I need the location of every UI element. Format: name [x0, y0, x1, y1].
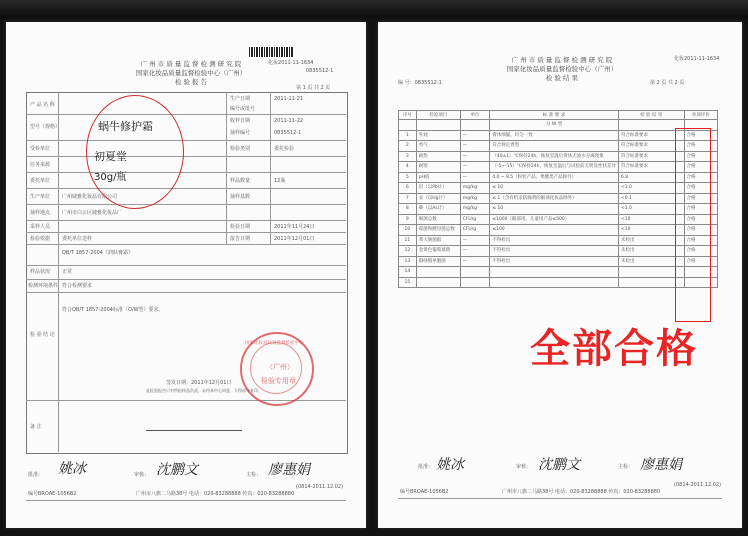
- cell-item: 砷（以As计）: [416, 204, 460, 215]
- table-row: [399, 193, 718, 204]
- report-sub-number: 0835512-1: [306, 68, 334, 74]
- label-inspector: 主检：: [246, 472, 262, 478]
- col-header-no: 序号: [399, 111, 417, 120]
- page-info: 第 1 页 共 2 页: [296, 85, 331, 91]
- cell-no: 7: [399, 193, 417, 204]
- cell-result: 未检出: [618, 235, 684, 246]
- value-standard: QB/T 1857-2004《润肤膏霜》: [62, 250, 133, 256]
- cell-evaluation: 合格: [684, 214, 717, 225]
- cell-item: 金黄色葡萄球菌: [416, 246, 460, 257]
- label-sample-quantity: 样品数量: [230, 178, 251, 184]
- label-inspected-unit: 受检单位: [30, 146, 51, 152]
- label-manufacturer: 生产单位: [30, 194, 51, 200]
- cell-result: 符合标准要求: [618, 151, 684, 162]
- signature-inspector: 廖惠娟: [268, 462, 310, 478]
- center-title: 国家化妆品质量监督检验中心（广州）: [135, 69, 247, 77]
- value-inspection-type: 委托检验: [274, 146, 295, 152]
- cell-result: 符合标准要求: [618, 141, 684, 152]
- col-header-item: 检验项目: [416, 111, 460, 120]
- label-receipt-date: 收样日期: [230, 118, 251, 124]
- cell-no: 8: [399, 204, 417, 215]
- label-report-date: 报告日期: [230, 236, 251, 242]
- label-batch-no: 编号或批号: [230, 106, 256, 112]
- table-row: [399, 204, 718, 215]
- cell-standard: ≤1000（眼部用、儿童用产品≤500）: [490, 214, 619, 225]
- report-number-right: 化妆2011-11-1634: [674, 56, 720, 62]
- inspection-report-page-2: [378, 22, 742, 528]
- cell-result: 未检出: [618, 246, 684, 257]
- cell-item: 霉菌和酵母菌总数: [416, 225, 460, 236]
- table-row: [399, 267, 718, 278]
- label-sampler: 采样人员: [30, 224, 51, 230]
- center-title-right: 国家化妆品质量监督检验中心（广州）: [506, 65, 618, 73]
- table-row: [399, 277, 718, 288]
- col-header-unit: 单位: [460, 111, 490, 120]
- inspection-report-page-1: [6, 22, 366, 528]
- value-sample-no: 0835512-1: [274, 130, 302, 136]
- report-code: 编 号：0835512-1: [398, 80, 442, 86]
- cell-standard: [490, 277, 619, 288]
- cell-standard: 不得检出: [490, 246, 619, 257]
- value-client: 广州婕雅化妆品有限公司: [62, 194, 118, 200]
- value-report-date: 2011年12月01日: [274, 236, 315, 242]
- cell-unit: CFU/g: [460, 214, 490, 225]
- cell-no: 12: [399, 246, 417, 257]
- value-conclusion: 符合QB/T 1857-2004标准（O/W型）要求。: [62, 307, 164, 313]
- seal-text-purpose: 检验专用章: [261, 377, 296, 385]
- col-header-result: 检 验 结 果: [618, 111, 684, 120]
- value-production-date: 2011-11-21: [274, 96, 304, 102]
- cell-no: 10: [399, 225, 417, 236]
- signature-approve: 姚冰: [58, 461, 86, 477]
- label-client: 委托单位: [30, 178, 51, 184]
- footer-code-right: 编号BROAE-1056B2: [400, 489, 449, 495]
- label-production-date: 生产日期: [230, 96, 251, 102]
- label-environment: 检测环境条件: [28, 283, 59, 289]
- official-seal: [240, 332, 314, 406]
- cell-item: 铅（以Pb计）: [416, 183, 460, 194]
- cell-unit: —: [460, 256, 490, 267]
- cell-item: 粪大肠菌群: [416, 235, 460, 246]
- value-inspection-date: 2011年11月24日: [274, 224, 315, 230]
- cell-evaluation: 合格: [684, 141, 717, 152]
- cell-unit: —: [460, 130, 490, 141]
- table-row: [399, 141, 718, 152]
- label-sample-no: 抽样编号: [230, 130, 251, 136]
- cell-standard: 不得检出: [490, 235, 619, 246]
- label-task-source: 任务来源: [30, 162, 51, 168]
- value-environment: 符合检测要求: [62, 283, 93, 289]
- cell-evaluation: 合格: [684, 162, 717, 173]
- cell-unit: —: [460, 246, 490, 257]
- cell-standard: ≤ 1（含有机汞防腐剂的眼部化妆品除外）: [490, 193, 619, 204]
- cell-standard: （40±1）℃保持24h，恢复室温后膏体无油水分离现象: [490, 151, 619, 162]
- table-row: [399, 214, 718, 225]
- cell-unit: —: [460, 162, 490, 173]
- overlay-brand: 初夏堂: [94, 150, 127, 163]
- table-row: [399, 151, 718, 162]
- table-row: [399, 246, 718, 257]
- cell-unit: —: [460, 235, 490, 246]
- label-model: 型号（规格）: [30, 124, 61, 130]
- cell-evaluation: 合格: [684, 151, 717, 162]
- cell-standard: 符合规定香型: [490, 141, 619, 152]
- cell-no: 2: [399, 141, 417, 152]
- cell-evaluation: 合格: [684, 204, 717, 215]
- cell-standard: 膏体细腻，均匀一致: [490, 130, 619, 141]
- cell-result: <1.0: [618, 183, 684, 194]
- cell-evaluation: 合格: [684, 193, 717, 204]
- cell-standard: 不得检出: [490, 256, 619, 267]
- footer-address-right: 广州市八旗二马路38号 电话：020-83288888 传真：020-83288880: [502, 489, 661, 495]
- cell-no: 13: [399, 256, 417, 267]
- cell-item: 耐热: [416, 151, 460, 162]
- value-receipt-date: 2011-11-22: [274, 118, 304, 124]
- cell-result: <1.0: [618, 204, 684, 215]
- cell-item: pH值: [416, 172, 460, 183]
- cell-no: 4: [399, 162, 417, 173]
- footer-address: 广州市八旗二马路38号 电话：020-83288888 传真：020-83288880: [136, 491, 295, 497]
- value-manufacturer: 广州市白云区婕雅化妆品厂: [62, 210, 123, 216]
- value-sample-condition: 正常: [62, 269, 73, 275]
- results-heading: 检 验 结 果: [545, 74, 579, 82]
- footer-version: (0814-2011.12.02): [296, 484, 344, 490]
- cell-no: 11: [399, 235, 417, 246]
- cell-item: 铜绿假单胞菌: [416, 256, 460, 267]
- cell-evaluation: 合格: [684, 130, 717, 141]
- report-heading: 检 验 报 告: [174, 78, 208, 86]
- cell-standard: ≤ 10: [490, 183, 619, 194]
- page-info-right: 第 2 页 共 2 页: [650, 80, 685, 86]
- pass-column-highlight: [675, 128, 711, 322]
- value-sampler: 委托单位送样: [62, 236, 93, 242]
- cell-result: <10: [618, 225, 684, 236]
- cell-standard: [490, 267, 619, 278]
- footer-version-right: (0814-2011.12.02): [674, 482, 722, 488]
- table-row: [399, 172, 718, 183]
- cell-unit: —: [460, 141, 490, 152]
- cell-item: 耐寒: [416, 162, 460, 173]
- cell-no: 6: [399, 183, 417, 194]
- seal-text-arc: 国家化妆品质量监督检验中心: [245, 341, 304, 346]
- table-row: [399, 183, 718, 194]
- cell-no: 1: [399, 130, 417, 141]
- cell-unit: [460, 277, 490, 288]
- cell-item: 外观: [416, 130, 460, 141]
- table-subheader-row: [399, 120, 718, 131]
- cell-no: 3: [399, 151, 417, 162]
- all-pass-label: 全部合格: [530, 326, 698, 372]
- institute-title-right: 广 州 市 质 量 监 督 检 测 研 究 院: [511, 56, 613, 64]
- cell-result: <10: [618, 214, 684, 225]
- signature-review: 沈鹏文: [156, 462, 198, 478]
- label-review: 审核：: [134, 472, 150, 478]
- label-sampling-site: 抽样地点: [30, 210, 51, 216]
- label-basis: 检验依据: [30, 236, 51, 242]
- cell-result: 符合标准要求: [618, 162, 684, 173]
- cell-unit: —: [460, 151, 490, 162]
- table-row: [399, 130, 718, 141]
- col-header-standard: 标 准 要 求: [490, 111, 619, 120]
- label-conclusion: 检 验 结 论: [30, 332, 55, 338]
- cell-no: 9: [399, 214, 417, 225]
- cell-evaluation: 合格: [684, 246, 717, 257]
- cell-result: 6.8: [618, 172, 684, 183]
- cell-evaluation: 合格: [684, 183, 717, 194]
- cell-evaluation: 合格: [684, 225, 717, 236]
- label-inspector-right: 主检：: [618, 464, 634, 470]
- cell-standard: ≤100: [490, 225, 619, 236]
- label-inspection-date: 检验日期: [230, 224, 251, 230]
- issue-date-note: 签发日期：2011年12月01日: [166, 380, 232, 386]
- cell-unit: [460, 267, 490, 278]
- cell-item: 细菌总数: [416, 214, 460, 225]
- cell-item: [416, 277, 460, 288]
- value-sample-quantity: 12瓶: [274, 178, 286, 184]
- table-row: [399, 256, 718, 267]
- label-review-right: 审核：: [516, 464, 532, 470]
- signature-approve-right: 姚冰: [436, 457, 464, 473]
- institute-title: 广 州 市 质 量 监 督 检 测 研 究 院: [140, 60, 242, 68]
- cell-evaluation: 合格: [684, 235, 717, 246]
- cell-result: 未检出: [618, 256, 684, 267]
- table-row: [399, 225, 718, 236]
- cell-standard: 4.0 ~ 8.5（粉状产品、果酸类产品除外）: [490, 172, 619, 183]
- subheader-type: 分 W 型: [490, 120, 619, 131]
- overlay-spec: 30g/瓶: [94, 172, 127, 183]
- cell-standard: （-5~-15）℃保持24h，恢复室温后与试验前无明显性状差异: [490, 162, 619, 173]
- cell-unit: —: [460, 172, 490, 183]
- cell-no: 5: [399, 172, 417, 183]
- cell-result: 符合标准要求: [618, 130, 684, 141]
- table-row: [399, 162, 718, 173]
- report-number: 化妆2011-11-1634: [268, 60, 314, 66]
- cell-unit: mg/kg: [460, 183, 490, 194]
- top-frame: [0, 0, 748, 18]
- cell-item: 香气: [416, 141, 460, 152]
- table-header-row: [399, 111, 718, 120]
- cell-evaluation: 合格: [684, 172, 717, 183]
- cell-unit: CFU/g: [460, 225, 490, 236]
- cell-result: <0.1: [618, 193, 684, 204]
- label-product-name: 产 品 名 称: [30, 102, 55, 108]
- signature-review-right: 沈鹏文: [538, 457, 580, 473]
- label-sampling-base: 抽样基数: [230, 194, 251, 200]
- cell-standard: ≤ 10: [490, 204, 619, 215]
- seal-text-city: （广州）: [266, 363, 294, 371]
- label-sample-condition: 样品状况: [30, 269, 51, 275]
- cell-unit: mg/kg: [460, 204, 490, 215]
- footer-code: 编号BROAE-1056B2: [28, 491, 77, 497]
- signature-inspector-right: 廖惠娟: [640, 457, 682, 473]
- barcode: [249, 47, 293, 57]
- cell-unit: mg/kg: [460, 193, 490, 204]
- label-inspection-type: 检验类别: [230, 146, 251, 152]
- label-remarks: 备 注: [30, 424, 42, 430]
- cell-no: 15: [399, 277, 417, 288]
- cell-item: [416, 267, 460, 278]
- label-approve-right: 批准：: [418, 464, 434, 470]
- col-header-evaluation: 单项评价: [684, 111, 717, 120]
- issue-disclaimer: 此检验报告只对所检样品负责，未经本中心同意，不得部分复印。: [146, 388, 262, 393]
- cell-item: 汞（以Hg计）: [416, 193, 460, 204]
- label-approve: 批准：: [28, 472, 44, 478]
- cell-no: 14: [399, 267, 417, 278]
- overlay-product-name: 蜗牛修护霜: [98, 120, 153, 133]
- table-row: [399, 235, 718, 246]
- results-table: [398, 110, 718, 288]
- cell-evaluation: 合格: [684, 256, 717, 267]
